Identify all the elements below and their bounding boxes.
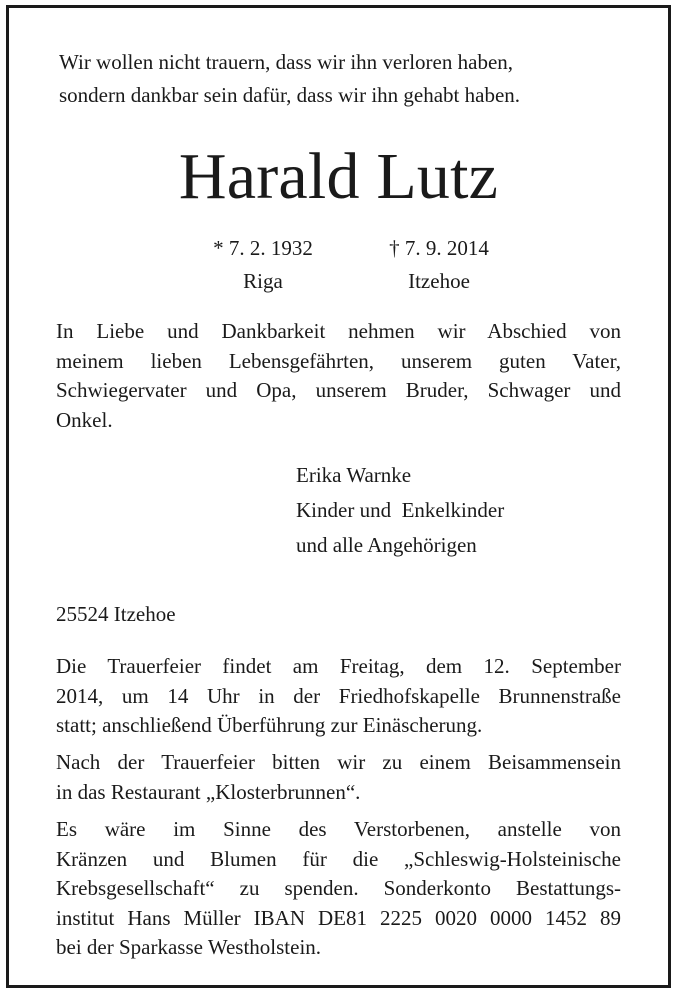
mourners-list	[296, 458, 504, 563]
donation-line: Es wäre im Sinne des Verstorbenen, anstelle von	[56, 817, 621, 841]
farewell-line: Onkel.	[56, 407, 113, 432]
funeral-line: statt; anschließend Überführung zur Einäscherung.	[56, 713, 483, 737]
farewell-line: Schwiegervater und Opa, unserem Bruder, Schwager und	[56, 378, 621, 402]
funeral-line: 2014, um 14 Uhr in der Friedhofskapelle Brunnenstraße	[56, 683, 621, 708]
death-info	[359, 232, 519, 298]
obituary-border	[6, 5, 671, 988]
death-place: Itzehoe	[408, 269, 470, 293]
deceased-name: Harald Lutz	[178, 140, 499, 213]
donation-line: Krebsgesellschaft“ zu spenden. Sonderkonto Bestattungs-	[56, 876, 621, 900]
farewell-line: In Liebe und Dankbarkeit nehmen wir Abschied von	[56, 319, 621, 343]
birth-place: Riga	[243, 269, 283, 293]
motto-line: Wir wollen nicht trauern, dass wir ihn verloren haben,	[59, 50, 514, 74]
gathering-line: in das Restaurant „Klosterbrunnen“.	[56, 779, 361, 804]
donation-line: bei der Sparkasse Westholstein.	[56, 935, 322, 959]
motto-line: sondern dankbar sein dafür, dass wir ihn gehabt haben.	[59, 83, 521, 107]
gathering-line: Nach der Trauerfeier bitten wir zu einem Beisammensein	[56, 750, 621, 774]
donation-line: institut Hans Müller IBAN DE81 2225 0020 0000 1452 89	[56, 905, 621, 930]
place-postcode: 25524 Itzehoe	[56, 602, 176, 626]
birth-info	[183, 232, 343, 298]
funeral-info	[56, 652, 621, 741]
mourner: Erika Warnke	[296, 463, 412, 487]
mourner: und alle Angehörigen	[296, 533, 477, 557]
donation-info	[56, 815, 621, 963]
farewell-text	[56, 317, 621, 435]
obituary-content	[56, 8, 621, 985]
mourner: Kinder und Enkelkinder	[296, 498, 505, 522]
birth-date: * 7. 2. 1932	[213, 236, 313, 260]
farewell-line: meinem lieben Lebensgefährten, unserem guten Vater,	[56, 348, 621, 373]
gathering-info	[56, 748, 621, 807]
motto	[59, 46, 520, 112]
funeral-line: Die Trauerfeier findet am Freitag, dem 12. September	[56, 654, 621, 678]
death-date: † 7. 9. 2014	[389, 236, 489, 260]
donation-line: Kränzen und Blumen für die „Schleswig-Holsteinische	[56, 846, 621, 871]
